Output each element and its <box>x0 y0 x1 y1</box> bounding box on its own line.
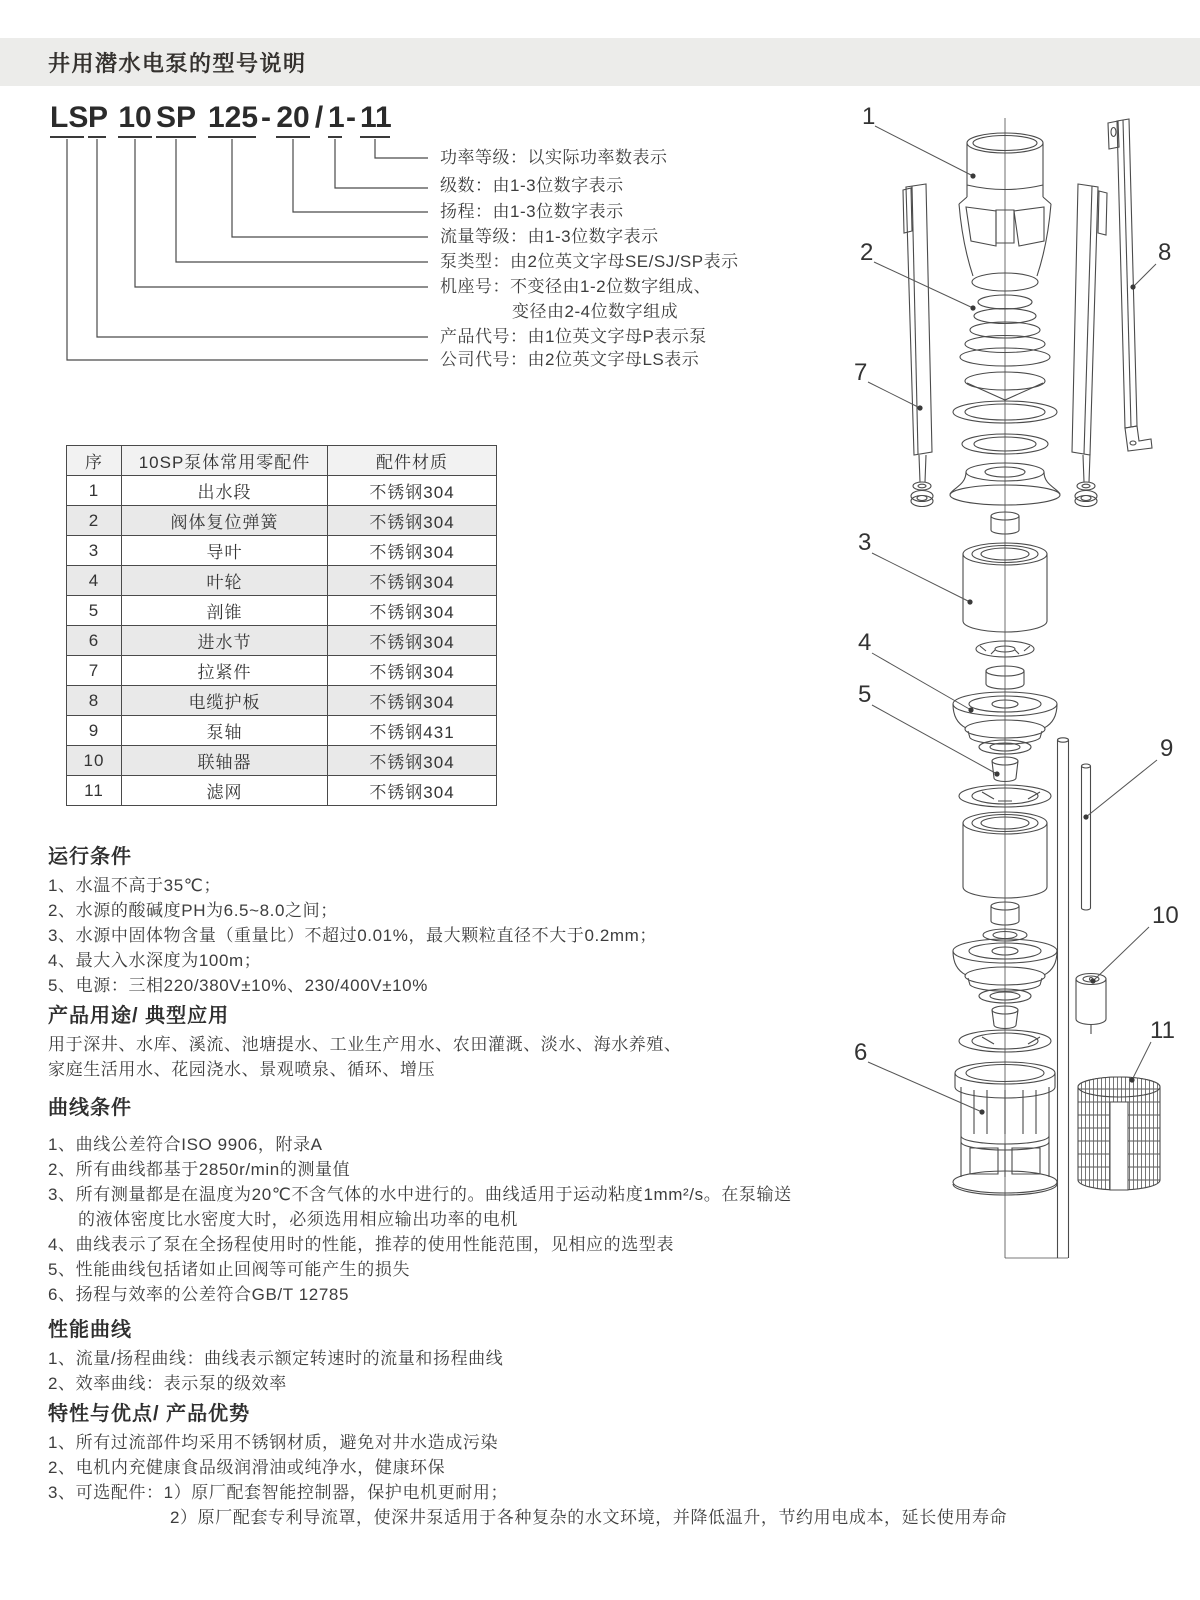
text-section <box>48 1318 503 1396</box>
table-cell: 联轴器 <box>122 746 328 776</box>
section-line: 6、扬程与效率的公差符合GB/T 12785 <box>48 1285 350 1304</box>
model-explanation: 机座号：不变径由1-2位数字组成、 <box>440 277 712 296</box>
model-explanation: 流量等级：由1-3位数字表示 <box>440 227 659 246</box>
section-line: 2）原厂配套专利导流罩，使深井泵适用于各种复杂的水文环境，并降低温升，节约用电成本，延长使用寿命 <box>170 1508 1008 1527</box>
model-separator: - <box>346 101 356 134</box>
table-cell: 泵轴 <box>122 716 328 746</box>
model-explanation-continued: 变径由2-4位数字组成 <box>512 302 679 321</box>
table-cell: 不锈钢304 <box>328 566 497 596</box>
model-explanation: 扬程：由1-3位数字表示 <box>440 202 624 221</box>
cable-guard-drawing <box>1108 119 1152 451</box>
section-line: 3、可选配件：1）原厂配套智能控制器，保护电机更耐用； <box>48 1483 509 1502</box>
table-cell: 不锈钢431 <box>328 716 497 746</box>
section-line: 2、效率曲线：表示泵的级效率 <box>48 1374 287 1393</box>
tie-rod-left-drawing <box>903 184 933 507</box>
model-explanation: 级数：由1-3位数字表示 <box>440 176 624 195</box>
model-segment: LS <box>50 101 84 138</box>
table-cell: 阀体复位弹簧 <box>122 506 328 536</box>
table-cell: 6 <box>67 626 122 656</box>
part-label-1: 1 <box>862 103 876 130</box>
table-cell: 拉紧件 <box>122 656 328 686</box>
section-heading: 产品用途/ 典型应用 <box>48 1005 230 1027</box>
table-cell: 导叶 <box>122 536 328 566</box>
table-cell: 9 <box>67 716 122 746</box>
section-line: 5、电源：三相220/380V±10%、230/400V±10% <box>48 976 428 995</box>
part-label-8: 8 <box>1158 239 1172 266</box>
section-line: 3、水源中固体物含量（重量比）不超过0.01%，最大颗粒直径不大于0.2mm； <box>48 926 658 945</box>
table-cell: 进水节 <box>122 626 328 656</box>
table-cell: 滤网 <box>122 776 328 806</box>
table-cell: 8 <box>67 686 122 716</box>
section-heading: 性能曲线 <box>48 1319 132 1341</box>
section-line: 用于深井、水库、溪流、池塘提水、工业生产用水、农田灌溉、淡水、海水养殖、 <box>48 1035 682 1054</box>
part-label-6: 6 <box>854 1039 868 1066</box>
model-separator: / <box>314 101 324 134</box>
table-cell: 11 <box>67 776 122 806</box>
section-line: 1、流量/扬程曲线：曲线表示额定转速时的流量和扬程曲线 <box>48 1349 504 1368</box>
model-segment: 11 <box>360 101 390 138</box>
intake-section-drawing <box>953 1062 1057 1195</box>
model-segment: 20 <box>276 101 310 138</box>
model-explanation: 公司代号：由2位英文字母LS表示 <box>440 350 700 369</box>
text-section <box>48 1004 682 1082</box>
section-heading: 曲线条件 <box>48 1097 132 1119</box>
tie-rod-right-drawing <box>1072 184 1107 507</box>
part-label-4: 4 <box>858 629 872 656</box>
table-cell: 1 <box>67 476 122 506</box>
section-line: 的液体密度比水密度大时，必须选用相应输出功率的电机 <box>78 1210 518 1229</box>
model-segment: 10 <box>118 101 152 138</box>
table-cell: 10 <box>67 746 122 776</box>
table-cell: 剖锥 <box>122 596 328 626</box>
table-cell: 不锈钢304 <box>328 536 497 566</box>
model-segment: 1 <box>328 101 342 138</box>
table-cell: 不锈钢304 <box>328 626 497 656</box>
table-header-cell: 10SP泵体常用零配件 <box>122 446 328 476</box>
text-section <box>48 1402 1007 1530</box>
section-line: 1、所有过流部件均采用不锈钢材质，避免对井水造成污染 <box>48 1433 499 1452</box>
part-label-5: 5 <box>858 681 872 708</box>
part-label-9: 9 <box>1160 735 1174 762</box>
table-cell: 不锈钢304 <box>328 596 497 626</box>
model-explanation: 泵类型：由2位英文字母SE/SJ/SP表示 <box>440 252 739 271</box>
table-cell: 不锈钢304 <box>328 476 497 506</box>
table-cell: 2 <box>67 506 122 536</box>
model-explanation: 产品代号：由1位英文字母P表示泵 <box>440 327 707 346</box>
section-line: 4、最大入水深度为100m； <box>48 951 262 970</box>
section-line: 5、性能曲线包括诸如止回阀等可能产生的损失 <box>48 1260 411 1279</box>
part-label-11: 11 <box>1150 1017 1175 1044</box>
section-line: 2、水源的酸碱度PH为6.5~8.0之间； <box>48 901 338 920</box>
section-line: 家庭生活用水、花园浇水、景观喷泉、循环、增压 <box>48 1060 436 1079</box>
model-segment: P <box>88 101 106 138</box>
section-line: 3、所有测量都是在温度为20℃不含气体的水中进行的。曲线适用于运动粘度1mm²/s。在泵输送 <box>48 1185 792 1204</box>
part-label-3: 3 <box>858 529 872 556</box>
part-label-10: 10 <box>1152 902 1179 929</box>
page-title: 井用潜水电泵的型号说明 <box>48 50 307 76</box>
model-segment: 125 <box>208 101 256 138</box>
table-cell: 4 <box>67 566 122 596</box>
section-line: 1、水温不高于35℃； <box>48 876 222 895</box>
table-cell: 不锈钢304 <box>328 686 497 716</box>
model-explanation: 功率等级：以实际功率数表示 <box>440 148 668 167</box>
section-line: 4、曲线表示了泵在全扬程使用时的性能，推荐的使用性能范围，见相应的选型表 <box>48 1235 675 1254</box>
part-label-7: 7 <box>854 359 868 386</box>
table-cell: 3 <box>67 536 122 566</box>
model-segment: SP <box>156 101 196 138</box>
table-cell: 不锈钢304 <box>328 506 497 536</box>
model-separator: - <box>261 101 271 134</box>
section-heading: 特性与优点/ 产品优势 <box>48 1403 251 1425</box>
text-section <box>48 845 657 998</box>
section-line: 2、所有曲线都基于2850r/min的测量值 <box>48 1160 351 1179</box>
table-header-cell: 序 <box>67 446 122 476</box>
table-cell: 不锈钢304 <box>328 746 497 776</box>
table-cell: 7 <box>67 656 122 686</box>
table-cell: 5 <box>67 596 122 626</box>
table-cell: 不锈钢304 <box>328 776 497 806</box>
section-line: 2、电机内充健康食品级润滑油或纯净水，健康环保 <box>48 1458 446 1477</box>
table-cell: 电缆护板 <box>122 686 328 716</box>
part-label-2: 2 <box>860 239 874 266</box>
section-heading: 运行条件 <box>48 846 132 868</box>
table-header-cell: 配件材质 <box>328 446 497 476</box>
table-cell: 出水段 <box>122 476 328 506</box>
strainer-drawing <box>1078 1077 1160 1190</box>
exploded-pump-diagram <box>820 90 1200 1280</box>
table-cell: 叶轮 <box>122 566 328 596</box>
table-cell: 不锈钢304 <box>328 656 497 686</box>
section-line: 1、曲线公差符合ISO 9906，附录A <box>48 1135 323 1154</box>
text-section <box>48 1096 792 1307</box>
